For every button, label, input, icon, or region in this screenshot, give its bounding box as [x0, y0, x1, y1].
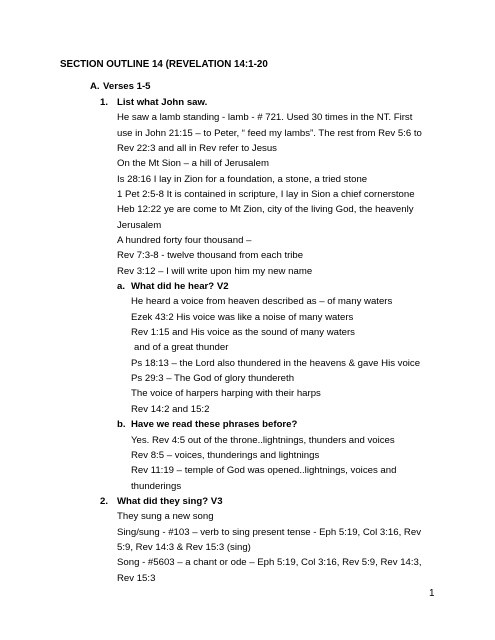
item-1a-heading: [117, 281, 229, 292]
section-a-label: Verses 1-5: [103, 81, 151, 92]
item-1-line: Rev 3:12 – I will write upon him my new name: [117, 266, 313, 277]
item-2-number: 2.: [100, 496, 109, 507]
item-1a-line: Ps 29:3 – The God of glory thundereth: [131, 373, 295, 384]
item-1a-letter: a.: [117, 281, 126, 292]
item-1a-line: and of a great thunder: [134, 342, 229, 353]
item-1a-line: Ps 18:13 – the Lord also thundered in the heavens & gave His voice: [131, 358, 421, 369]
item-1-line: A hundred forty four thousand –: [117, 235, 252, 246]
item-1-heading: [100, 97, 207, 108]
item-1-line: 1 Pet 2:5-8 It is contained in scripture, I lay in Sion a chief cornerstone: [117, 189, 415, 200]
page-title: SECTION OUTLINE 14 (REVELATION 14:1-20: [60, 59, 268, 70]
item-1a-title: What did he hear? V2: [131, 281, 229, 292]
item-2-line: 5:9, Rev 14:3 & Rev 15:3 (sing): [117, 542, 251, 553]
item-1-number: 1.: [100, 97, 109, 108]
item-1-line: Rev 7:3-8 - twelve thousand from each tribe: [117, 250, 304, 261]
item-1-title: List what John saw.: [117, 97, 208, 108]
item-1b-heading: [117, 419, 297, 430]
item-2-line: Song - #5603 – a chant or ode – Eph 5:19, Col 3:16, Rev 5:9, Rev 14:3,: [117, 557, 422, 568]
item-1b-line: thunderings: [131, 481, 182, 492]
item-1-line: use in John 21:15 – to Peter, “ feed my lambs”. The rest from Rev 5:6 to: [117, 128, 422, 139]
section-a-heading: [90, 81, 150, 92]
item-1-line: He saw a lamb standing - lamb - # 721. Used 30 times in the NT. First: [117, 112, 413, 123]
item-1b-line: Rev 8:5 – voices, thunderings and lightnings: [131, 450, 320, 461]
item-1a-line: Ezek 43:2 His voice was like a noise of many waters: [131, 312, 354, 323]
item-1-line: Jerusalem: [117, 220, 162, 231]
item-1b-line: Yes. Rev 4:5 out of the throne..lightnings, thunders and voices: [131, 435, 395, 446]
section-a-marker: A.: [90, 81, 100, 92]
item-2-title: What did they sing? V3: [117, 496, 223, 507]
item-1-line: On the Mt Sion – a hill of Jerusalem: [117, 158, 269, 169]
item-1a-line: He heard a voice from heaven described as – of many waters: [131, 296, 393, 307]
item-1a-line: Rev 1:15 and His voice as the sound of many waters: [131, 327, 355, 338]
item-1b-title: Have we read these phrases before?: [131, 419, 298, 430]
item-1-line: Is 28:16 I lay in Zion for a foundation, a stone, a tried stone: [117, 174, 368, 185]
item-1-line: Rev 22:3 and all in Rev refer to Jesus: [117, 143, 277, 154]
item-2-line: Rev 15:3: [117, 573, 156, 584]
item-2-heading: [100, 496, 223, 507]
item-1b-line: Rev 11:19 – temple of God was opened..lightnings, voices and: [131, 465, 397, 476]
item-1-line: Heb 12:22 ye are come to Mt Zion, city of the living God, the heavenly: [117, 204, 414, 215]
item-1a-line: Rev 14:2 and 15:2: [131, 404, 210, 415]
item-2-line: Sing/sung - #103 – verb to sing present tense - Eph 5:19, Col 3:16, Rev: [117, 527, 421, 538]
item-1a-line: The voice of harpers harping with their harps: [131, 388, 321, 399]
page-number: 1: [429, 588, 435, 599]
item-1b-letter: b.: [117, 419, 126, 430]
item-2-line: They sung a new song: [117, 511, 214, 522]
